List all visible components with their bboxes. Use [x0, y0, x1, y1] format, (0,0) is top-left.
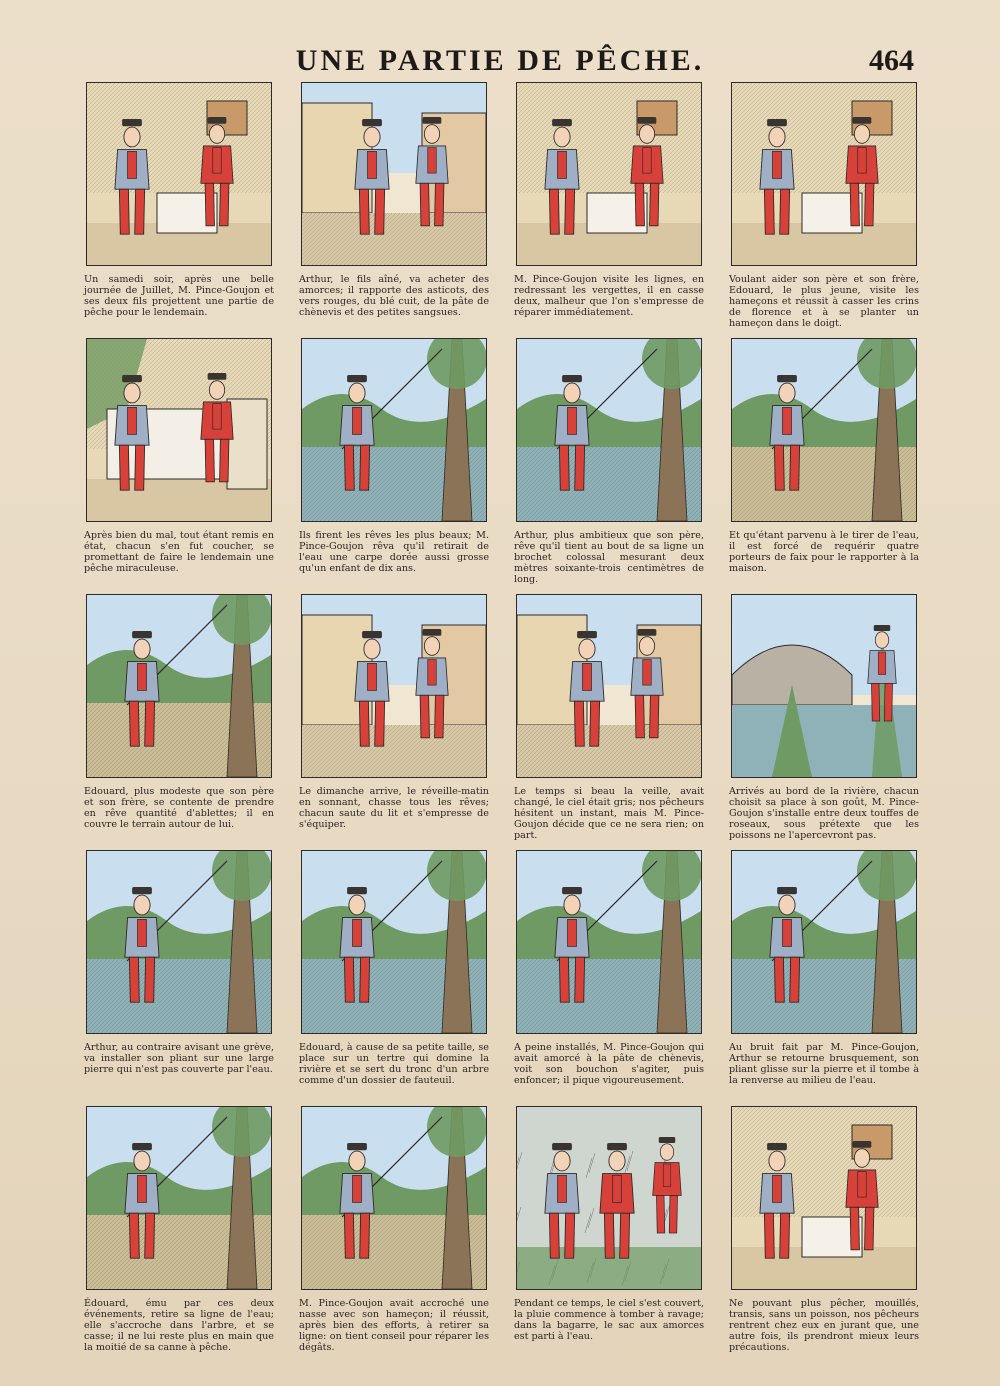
vignette — [729, 1106, 919, 1362]
vignette-caption: Arthur, au contraire avisant une grève, va installer son pliant sur une large pierre qui n'est pas couverte par l'eau. — [84, 1042, 274, 1075]
vignette — [514, 1106, 704, 1362]
vignette-illustration — [731, 82, 917, 266]
vignette-caption: Arthur, plus ambitieux que son père, rêve qu'il tient au bout de sa ligne un brochet colossal mesurant deux mètres soixante-trois centimètres de long. — [514, 530, 704, 585]
vignette-illustration — [731, 594, 917, 778]
vignette-illustration — [301, 594, 487, 778]
vignette-caption: Et qu'étant parvenu à le tirer de l'eau, il est forcé de requérir quatre porteurs de faix pour le rapporter à la maison. — [729, 530, 919, 574]
vignette — [514, 594, 704, 850]
vignette-caption: Un samedi soir, après une belle journée de Juillet, M. Pince-Goujon et ses deux fils projettent une partie de pêche pour le lendemain. — [84, 274, 274, 318]
vignette-illustration — [86, 338, 272, 522]
vignette-caption: Arrivés au bord de la rivière, chacun choisit sa place à son goût, M. Pince-Goujon s'installe entre deux touffes de roseaux, sous prétexte que les poissons ne l'apercevront pas. — [729, 786, 919, 841]
vignette-illustration — [86, 850, 272, 1034]
vignette-caption: Arthur, le fils aîné, va acheter des amorces; il rapporte des asticots, des vers rouges, du blé cuit, de la pâte de chènevis et des petites sangsues. — [299, 274, 489, 318]
vignette — [299, 82, 489, 338]
page-title: UNE PARTIE DE PÊCHE. — [295, 44, 705, 77]
vignette-caption: Après bien du mal, tout étant remis en état, chacun s'en fut coucher, se promettant de faire le lendemain une pêche miraculeuse. — [84, 530, 274, 574]
vignette — [729, 338, 919, 594]
vignette — [299, 1106, 489, 1362]
vignette — [84, 338, 274, 594]
vignette — [514, 338, 704, 594]
vignette-caption: Ne pouvant plus pêcher, mouillés, transis, sans un poisson, nos pêcheurs rentrent chez eux en jurant que, une autre fois, ils prendront mieux leurs précautions. — [729, 1298, 919, 1353]
vignette-caption: M. Pince-Goujon avait accroché une nasse avec son hameçon; il réussit, après bien des efforts, à retirer sa ligne: on tient conseil pour réparer les dégâts. — [299, 1298, 489, 1353]
vignette-illustration — [86, 82, 272, 266]
vignette — [84, 82, 274, 338]
vignette-illustration — [516, 850, 702, 1034]
vignette-caption: Edouard, à cause de sa petite taille, se place sur un tertre qui domine la rivière et se sert du tronc d'un arbre comme d'un dossier de fauteuil. — [299, 1042, 489, 1086]
vignette — [299, 850, 489, 1106]
vignette-caption: Edouard, plus modeste que son père et son frère, se contente de prendre en rêve quantité d'ablettes; il en couvre le terrain autour de lui. — [84, 786, 274, 830]
vignette-caption: M. Pince-Goujon visite les lignes, en redressant les vergettes, il en casse deux, malheur que l'on s'empresse de réparer immédiatement. — [514, 274, 704, 318]
vignette-caption: A peine installés, M. Pince-Goujon qui avait amorcé à la pâte de chènevis, voit son bouchon s'agiter, puis enfoncer; il pique vigoureusement. — [514, 1042, 704, 1086]
vignette-illustration — [301, 850, 487, 1034]
panel-grid — [84, 82, 920, 1362]
vignette-illustration — [86, 1106, 272, 1290]
vignette-illustration — [301, 82, 487, 266]
vignette — [84, 1106, 274, 1362]
vignette-caption: Ils firent les rêves les plus beaux; M. Pince-Goujon rêva qu'il retirait de l'eau une carpe dorée aussi grosse qu'un enfant de dix ans. — [299, 530, 489, 574]
vignette — [729, 850, 919, 1106]
vignette-illustration — [731, 1106, 917, 1290]
vignette-caption: Édouard, ému par ces deux événements, retire sa ligne de l'eau; elle s'accroche dans l'arbre, et se casse; il ne lui reste plus en main que la moitié de sa canne à pêche. — [84, 1298, 274, 1353]
vignette-illustration — [731, 338, 917, 522]
vignette-caption: Pendant ce temps, le ciel s'est couvert, la pluie commence à tomber à ravage; dans la bagarre, le sac aux amorces est parti à l'eau. — [514, 1298, 704, 1342]
vignette — [514, 82, 704, 338]
vignette-illustration — [516, 594, 702, 778]
vignette-illustration — [731, 850, 917, 1034]
vignette-illustration — [86, 594, 272, 778]
vignette — [84, 850, 274, 1106]
vignette — [84, 594, 274, 850]
vignette-illustration — [516, 1106, 702, 1290]
vignette-illustration — [516, 82, 702, 266]
vignette — [299, 594, 489, 850]
vignette-caption: Au bruit fait par M. Pince-Goujon, Arthur se retourne brusquement, son pliant glisse sur la pierre et il tombe à la renverse au milieu de l'eau. — [729, 1042, 919, 1086]
vignette-caption: Voulant aider son père et son frère, Edouard, le plus jeune, visite les hameçons et réussit à casser les crins de florence et à se planter un hameçon dans le doigt. — [729, 274, 919, 329]
vignette-illustration — [301, 1106, 487, 1290]
vignette — [514, 850, 704, 1106]
vignette — [729, 82, 919, 338]
vignette-caption: Le dimanche arrive, le réveille-matin en sonnant, chasse tous les rêves; chacun saute du lit et s'empresse de s'équiper. — [299, 786, 489, 830]
vignette — [299, 338, 489, 594]
vignette-caption: Le temps si beau la veille, avait changé, le ciel était gris; nos pêcheurs hésitent un instant, mais M. Pince-Goujon décide que ce ne sera rien; on part. — [514, 786, 704, 841]
vignette-illustration — [301, 338, 487, 522]
vignette-illustration — [516, 338, 702, 522]
vignette — [729, 594, 919, 850]
page-number: 464 — [869, 44, 914, 77]
